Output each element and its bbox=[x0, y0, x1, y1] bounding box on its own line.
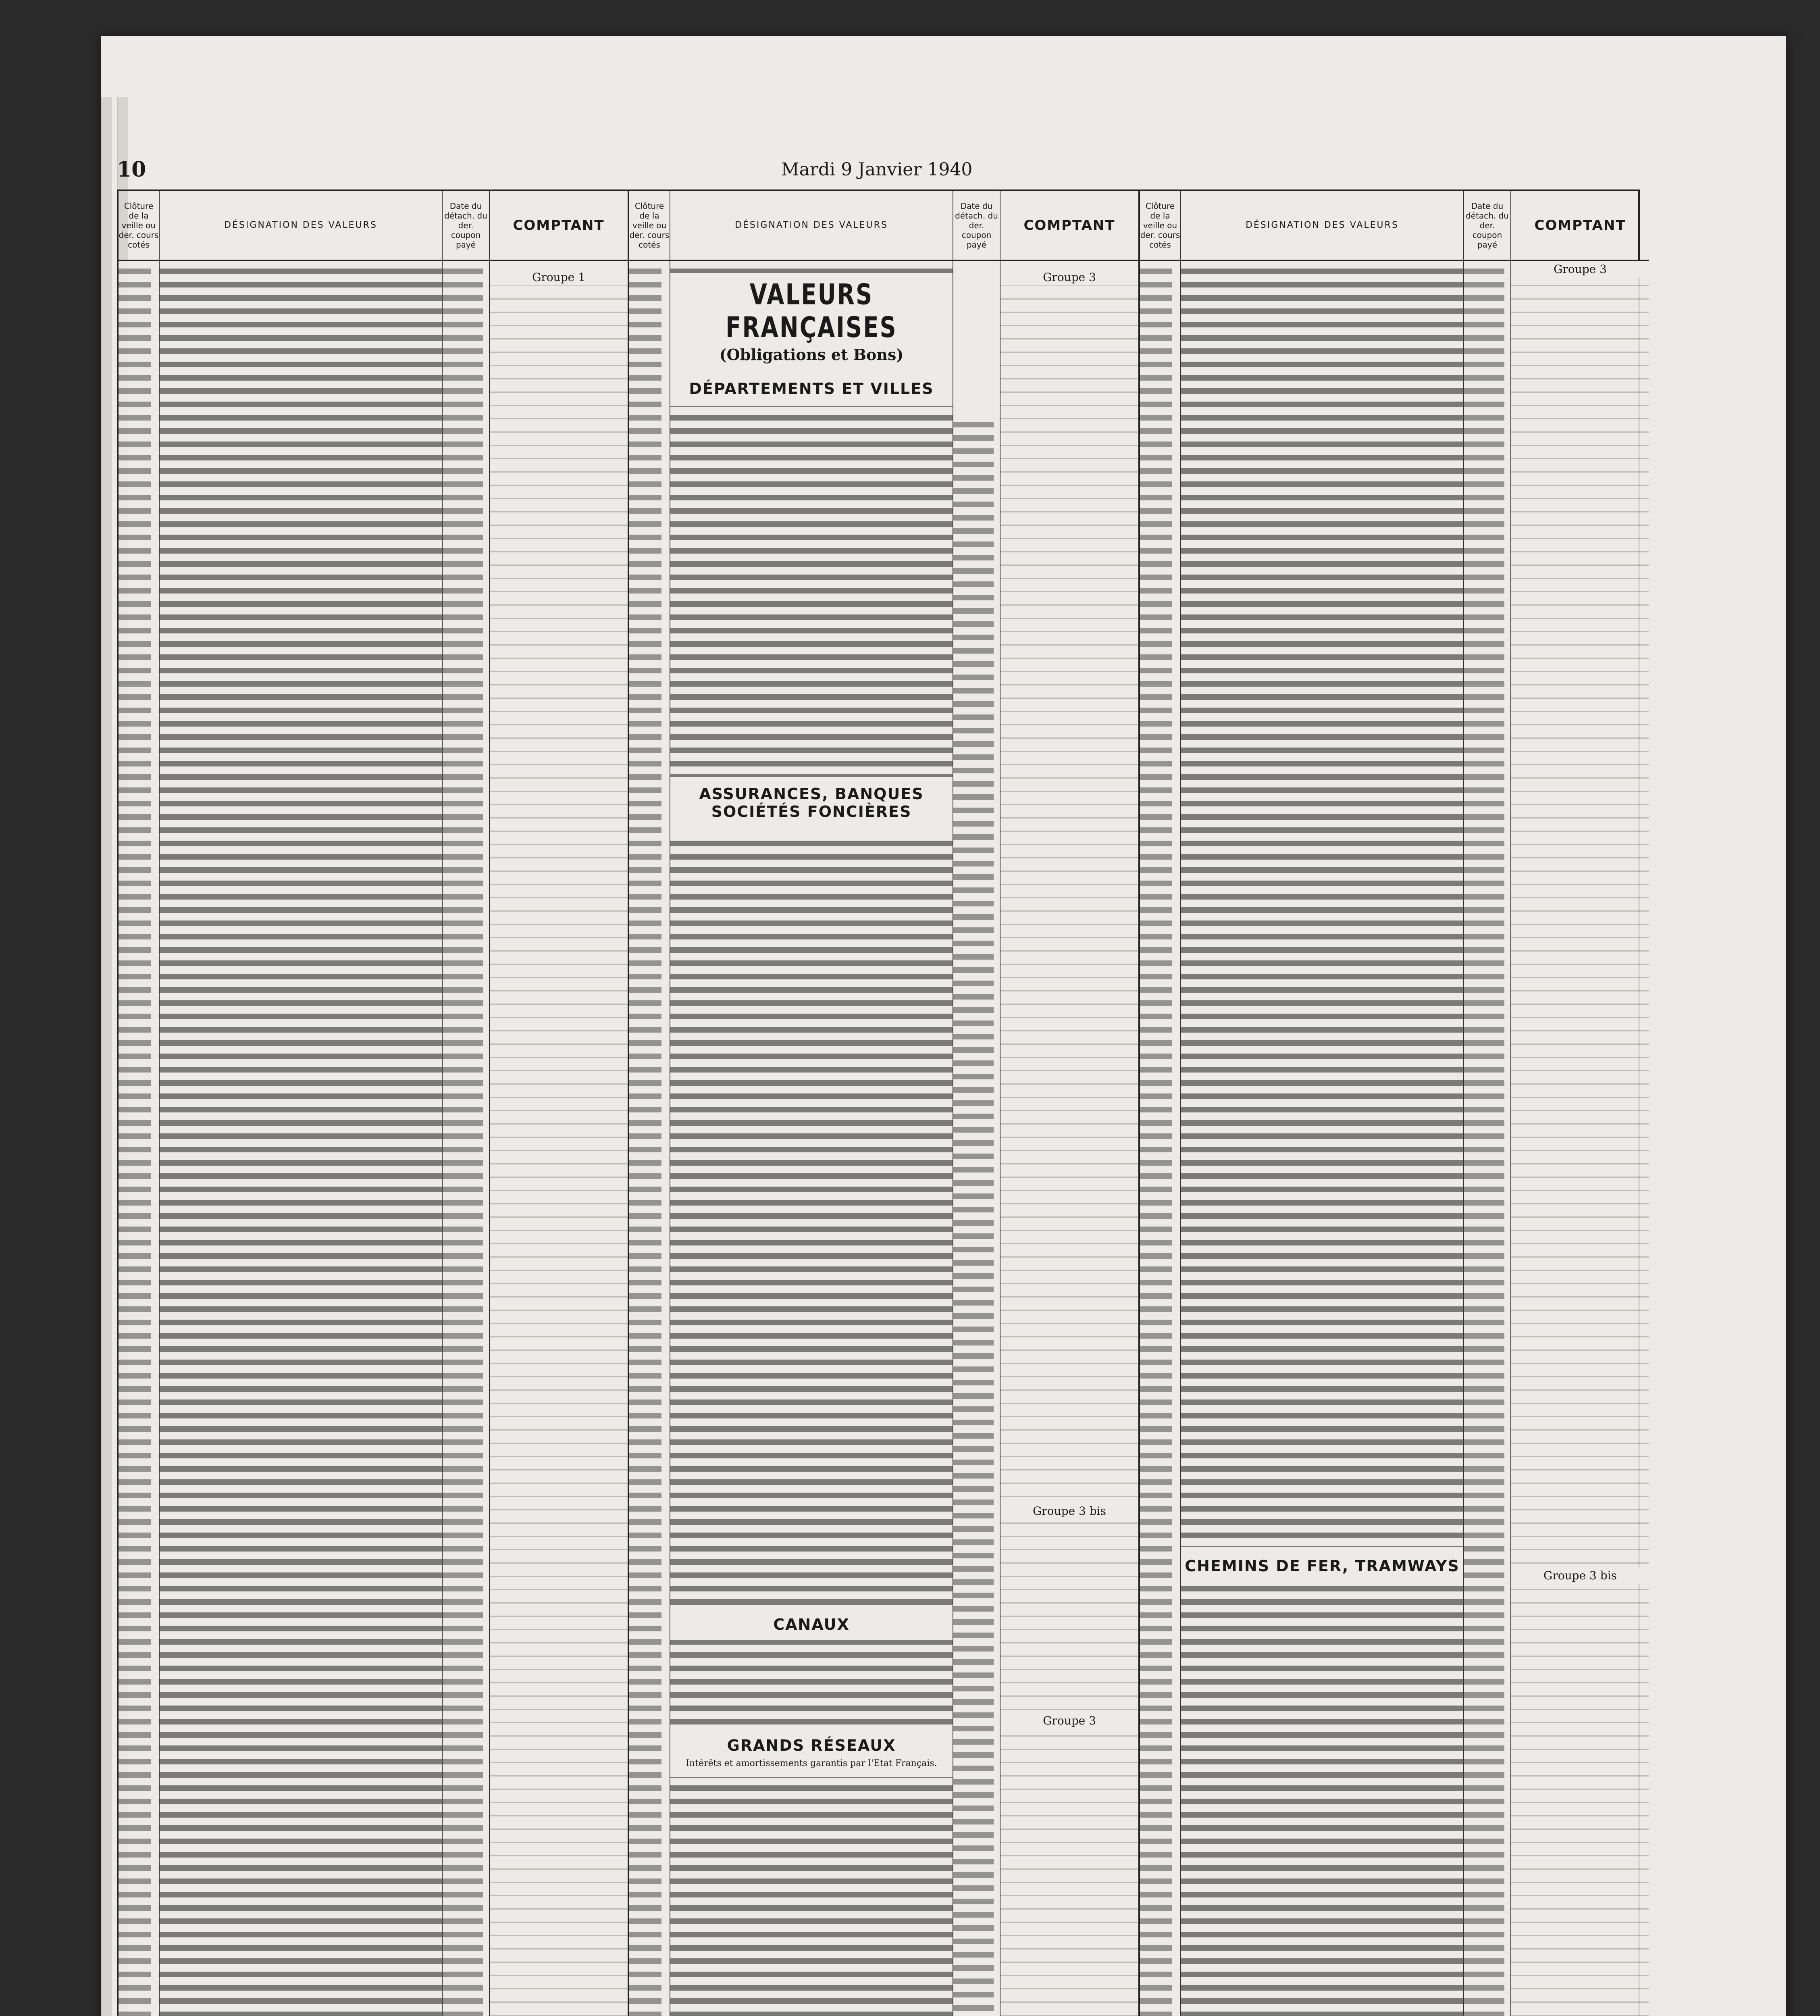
designation-column bbox=[1181, 191, 1464, 2016]
column-group-left bbox=[119, 191, 629, 2016]
comptant-column bbox=[1511, 191, 1649, 2016]
group-label: Groupe 3 bis bbox=[1511, 1567, 1649, 1584]
designation-column bbox=[160, 191, 443, 2016]
designation-column bbox=[670, 191, 953, 2016]
comptant-header: COMPTANT bbox=[1511, 191, 1649, 261]
designation-header: DÉSIGNATION DES VALEURS bbox=[160, 191, 442, 261]
close-header: Clôture de la veille ou der. cours cotés bbox=[1140, 191, 1180, 261]
section-chemins-de-fer bbox=[1181, 1547, 1463, 1583]
date-column bbox=[443, 191, 490, 2016]
comptant-column bbox=[490, 191, 628, 2016]
comptant-header: COMPTANT bbox=[1000, 191, 1138, 261]
section-note: Intérêts et amortissements garantis par l'Etat Français. bbox=[686, 1758, 937, 1768]
section-grands-reseaux bbox=[670, 1729, 953, 1777]
stock-listing-table bbox=[117, 190, 1640, 2016]
section-heading: GRANDS RÉSEAUX bbox=[727, 1737, 896, 1754]
section-heading: ASSURANCES, BANQUES SOCIÉTÉS FONCIÈRES bbox=[699, 785, 924, 821]
designation-header: DÉSIGNATION DES VALEURS bbox=[670, 191, 953, 261]
close-column bbox=[119, 191, 160, 2016]
date-column bbox=[1464, 191, 1511, 2016]
page-header bbox=[117, 153, 1637, 185]
comptant-header: COMPTANT bbox=[490, 191, 628, 261]
date-header: Date du détach. du der. coupon payé bbox=[1464, 191, 1510, 261]
group-label: Groupe 1 bbox=[490, 269, 628, 285]
section-heading: DÉPARTEMENTS ET VILLES bbox=[689, 380, 934, 398]
page-number: 10 bbox=[117, 157, 146, 182]
section-subtitle: (Obligations et Bons) bbox=[719, 346, 904, 364]
page-date: Mardi 9 Janvier 1940 bbox=[781, 159, 973, 180]
group-label: Groupe 3 bis bbox=[1000, 1503, 1138, 1519]
date-header: Date du détach. du der. coupon payé bbox=[953, 191, 1000, 261]
group-label: Groupe 3 bbox=[1000, 1712, 1138, 1729]
section-canaux bbox=[670, 1608, 953, 1640]
group-label: Groupe 3 bbox=[1000, 269, 1138, 285]
close-header: Clôture de la veille ou der. cours cotés bbox=[629, 191, 670, 261]
section-valeurs-francaises bbox=[670, 273, 953, 406]
date-column bbox=[953, 191, 1000, 2016]
close-header: Clôture de la veille ou der. cours cotés bbox=[119, 191, 159, 261]
group-label: Groupe 3 bbox=[1511, 261, 1649, 277]
comptant-column bbox=[1000, 191, 1138, 2016]
section-heading: CHEMINS DE FER, TRAMWAYS bbox=[1185, 1557, 1460, 1575]
close-column bbox=[629, 191, 670, 2016]
section-title: VALEURS FRANÇAISES bbox=[726, 278, 897, 344]
date-header: Date du détach. du der. coupon payé bbox=[443, 191, 489, 261]
designation-header: DÉSIGNATION DES VALEURS bbox=[1181, 191, 1463, 261]
section-heading: CANAUX bbox=[773, 1616, 850, 1633]
close-column bbox=[1140, 191, 1181, 2016]
column-group-middle bbox=[629, 191, 1140, 2016]
page-edge bbox=[101, 97, 112, 2016]
section-assurances bbox=[670, 777, 953, 837]
column-group-right bbox=[1140, 191, 1649, 2016]
